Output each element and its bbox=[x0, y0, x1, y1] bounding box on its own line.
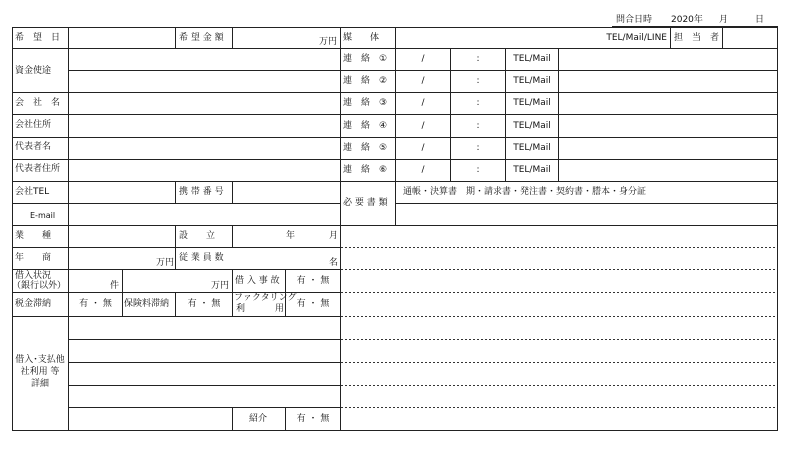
detail-field-1[interactable] bbox=[69, 317, 340, 339]
industry-field[interactable] bbox=[69, 226, 175, 247]
desired-amount-label: 希 望 金 額 bbox=[179, 33, 224, 43]
borrowing-accident-yes-no[interactable]: 有 ・ 無 bbox=[296, 276, 330, 286]
contact-via: TEL/Mail bbox=[513, 165, 551, 175]
borrowing-label-2: （銀行以外） bbox=[12, 281, 67, 291]
employees-unit: 名 bbox=[329, 258, 339, 268]
contact-time-colon: : bbox=[476, 98, 480, 108]
contact-date-slash: / bbox=[421, 76, 425, 86]
inquiry-day: 日 bbox=[755, 15, 765, 25]
borrowing-amount-unit: 万円 bbox=[211, 281, 230, 291]
annual-sales-label: 年 商 bbox=[15, 253, 52, 263]
detail-field-3[interactable] bbox=[69, 363, 340, 385]
required-docs-note-field[interactable] bbox=[396, 204, 777, 225]
contact-date-slash: / bbox=[421, 98, 425, 108]
fund-use-field-1[interactable] bbox=[69, 49, 340, 70]
tax-delinquency-label: 税金滞納 bbox=[15, 299, 52, 309]
contact-via: TEL/Mail bbox=[513, 54, 551, 64]
company-address-field[interactable] bbox=[69, 115, 340, 137]
tax-delinquency-yes-no[interactable]: 有 ・ 無 bbox=[79, 299, 112, 309]
referral-label: 紹介 bbox=[249, 414, 268, 424]
company-tel-label: 会社TEL bbox=[15, 187, 50, 197]
email-field[interactable] bbox=[69, 204, 340, 225]
referral-yes-no[interactable]: 有 ・ 無 bbox=[296, 414, 330, 424]
contact-label: 連 絡 ⑥ bbox=[343, 165, 388, 175]
desired-date-label: 希 望 日 bbox=[15, 33, 61, 43]
industry-label: 業 種 bbox=[15, 231, 52, 241]
notes-area[interactable] bbox=[341, 226, 777, 430]
factoring-label-2b: 用 bbox=[275, 304, 285, 314]
contact-date-slash: / bbox=[421, 121, 425, 131]
established-month-unit: 月 bbox=[329, 231, 339, 241]
contact-note-field[interactable] bbox=[559, 138, 777, 159]
contact-note-field[interactable] bbox=[559, 115, 777, 137]
fund-use-label: 資金使途 bbox=[15, 66, 52, 76]
inquiry-year: 2020年 bbox=[671, 15, 703, 25]
contact-time-colon: : bbox=[476, 143, 480, 153]
borrowing-accident-label: 借 入 事 故 bbox=[235, 276, 280, 286]
rep-address-label: 代表者住所 bbox=[15, 164, 61, 174]
contact-time-colon: : bbox=[476, 76, 480, 86]
contact-note-field[interactable] bbox=[559, 160, 777, 181]
company-name-label: 会 社 名 bbox=[15, 98, 61, 108]
detail-label-2: 社利用 等 bbox=[20, 367, 60, 377]
contact-via: TEL/Mail bbox=[513, 76, 551, 86]
borrowing-count-unit: 件 bbox=[110, 281, 120, 291]
established-year-unit: 年 bbox=[286, 231, 296, 241]
contact-time-colon: : bbox=[476, 54, 480, 64]
factoring-label-1: ファクタリング bbox=[234, 293, 297, 303]
person-label: 担 当 者 bbox=[674, 33, 720, 43]
media-label: 媒 体 bbox=[343, 33, 380, 43]
insurance-delinquency-yes-no[interactable]: 有 ・ 無 bbox=[187, 299, 221, 309]
insurance-delinquency-label: 保険料滞納 bbox=[124, 299, 170, 309]
media-value: TEL/Mail/LINE bbox=[606, 33, 667, 43]
required-docs-label: 必 要 書 類 bbox=[343, 198, 388, 208]
established-label: 設 立 bbox=[179, 231, 216, 241]
contact-label: 連 絡 ⑤ bbox=[343, 143, 388, 153]
detail-field-4[interactable] bbox=[69, 386, 340, 407]
contact-via: TEL/Mail bbox=[513, 143, 551, 153]
contact-label: 連 絡 ② bbox=[343, 76, 388, 86]
mobile-label: 携 帯 番 号 bbox=[179, 187, 224, 197]
borrowing-label-1: 借入状況 bbox=[15, 271, 52, 281]
contact-via: TEL/Mail bbox=[513, 121, 551, 131]
person-field[interactable] bbox=[723, 28, 777, 48]
rep-name-field[interactable] bbox=[69, 138, 340, 159]
annual-sales-unit: 万円 bbox=[156, 258, 175, 268]
desired-amount-unit: 万円 bbox=[319, 37, 338, 47]
inquiry-month: 月 bbox=[719, 15, 729, 25]
fund-use-field-2[interactable] bbox=[69, 71, 340, 92]
factoring-label-2a: 利 bbox=[236, 304, 246, 314]
rep-address-field[interactable] bbox=[69, 160, 340, 181]
detail-field-2[interactable] bbox=[69, 340, 340, 362]
detail-label-1: 借入･支払他 bbox=[15, 355, 65, 365]
inquiry-date-label: 問合日時 bbox=[616, 15, 653, 25]
contact-date-slash: / bbox=[421, 54, 425, 64]
company-name-field[interactable] bbox=[69, 93, 340, 114]
contact-time-colon: : bbox=[476, 121, 480, 131]
desired-date-field[interactable] bbox=[69, 28, 175, 48]
detail-label-3: 詳細 bbox=[30, 379, 49, 389]
email-label: E-mail bbox=[30, 211, 56, 220]
mobile-field[interactable] bbox=[233, 182, 340, 203]
contact-label: 連 絡 ④ bbox=[343, 121, 388, 131]
factoring-yes-no[interactable]: 有 ・ 無 bbox=[296, 299, 330, 309]
contact-note-field[interactable] bbox=[559, 71, 777, 92]
contact-date-slash: / bbox=[421, 165, 425, 175]
contact-note-field[interactable] bbox=[559, 49, 777, 70]
contact-time-colon: : bbox=[476, 165, 480, 175]
contact-label: 連 絡 ③ bbox=[343, 98, 388, 108]
employees-label: 従 業 員 数 bbox=[179, 253, 224, 263]
contact-date-slash: / bbox=[421, 143, 425, 153]
company-tel-field[interactable] bbox=[69, 182, 175, 203]
company-address-label: 会社住所 bbox=[15, 120, 52, 130]
contact-note-field[interactable] bbox=[559, 93, 777, 114]
required-docs-list: 通帳・決算書 期・請求書・発注書・契約書・謄本・身分証 bbox=[403, 187, 647, 197]
rep-name-label: 代表者名 bbox=[15, 142, 52, 152]
contact-via: TEL/Mail bbox=[513, 98, 551, 108]
contact-label: 連 絡 ① bbox=[343, 54, 388, 64]
